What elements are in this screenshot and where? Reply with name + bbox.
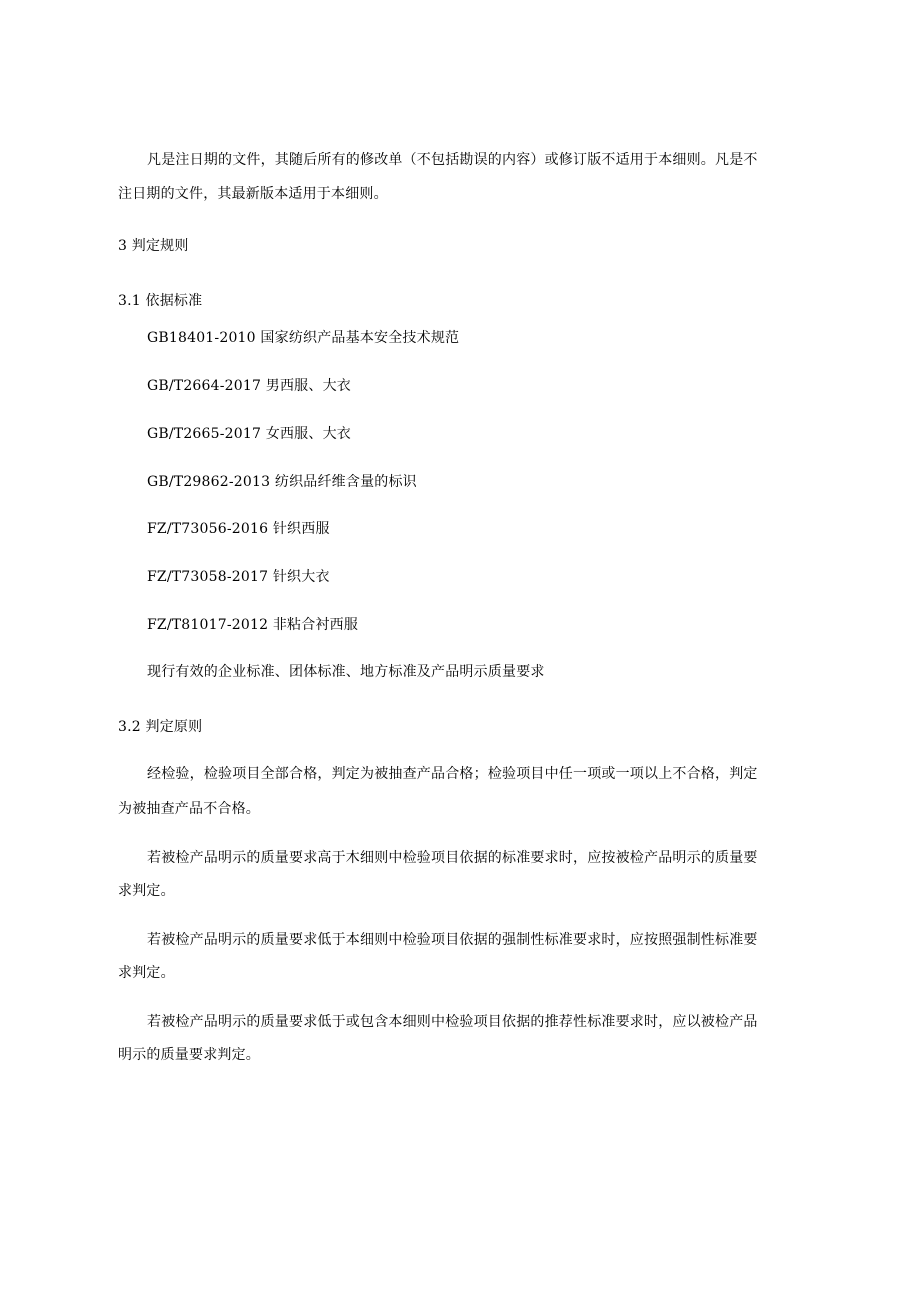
standard-item: GB/T2664-2017 男西服、大衣 [147,378,351,394]
intro-paragraph-line-1: 凡是注日期的文件，其随后所有的修改单（不包括勘误的内容）或修订版不适用于本细则。凡是不 [147,152,758,168]
principle-paragraph-2-line-1: 若被检产品明示的质量要求高于木细则中检验项目依据的标准要求时，应按被检产品明示的质量要 [147,850,758,866]
section-3-1-heading: 3.1 依据标准 [118,293,203,309]
section-3-2-heading: 3.2 判定原则 [118,719,203,735]
standard-item: GB/T2665-2017 女西服、大衣 [147,426,351,442]
intro-paragraph-line-2: 注日期的文件，其最新版本适用于本细则。 [118,186,388,202]
standard-item: FZ/T73056-2016 针织西服 [147,521,330,537]
principle-paragraph-2-line-2: 求判定。 [118,883,175,899]
standard-item: FZ/T81017-2012 非粘合衬西服 [147,617,359,633]
standard-item: FZ/T73058-2017 针织大衣 [147,569,330,585]
standard-item: GB18401-2010 国家纺织产品基本安全技术规范 [147,330,460,346]
section-3-heading: 3 判定规则 [118,238,189,254]
principle-paragraph-4-line-1: 若被检产品明示的质量要求低于或包含本细则中检验项目依据的推荐性标准要求时，应以被检产品 [147,1014,758,1030]
principle-paragraph-1-line-1: 经检验，检验项目全部合格，判定为被抽查产品合格；检验项目中任一项或一项以上不合格，判定 [147,766,758,782]
principle-paragraph-3-line-2: 求判定。 [118,965,175,981]
principle-paragraph-4-line-2: 明示的质量要求判定。 [118,1047,260,1063]
principle-paragraph-3-line-1: 若被检产品明示的质量要求低于本细则中检验项目依据的强制性标准要求时，应按照强制性标准要 [147,932,758,948]
standard-item: 现行有效的企业标准、团体标准、地方标准及产品明示质量要求 [147,664,545,680]
standard-item: GB/T29862-2013 纺织品纤维含量的标识 [147,474,417,490]
principle-paragraph-1-line-2: 为被抽查产品不合格。 [118,801,260,817]
